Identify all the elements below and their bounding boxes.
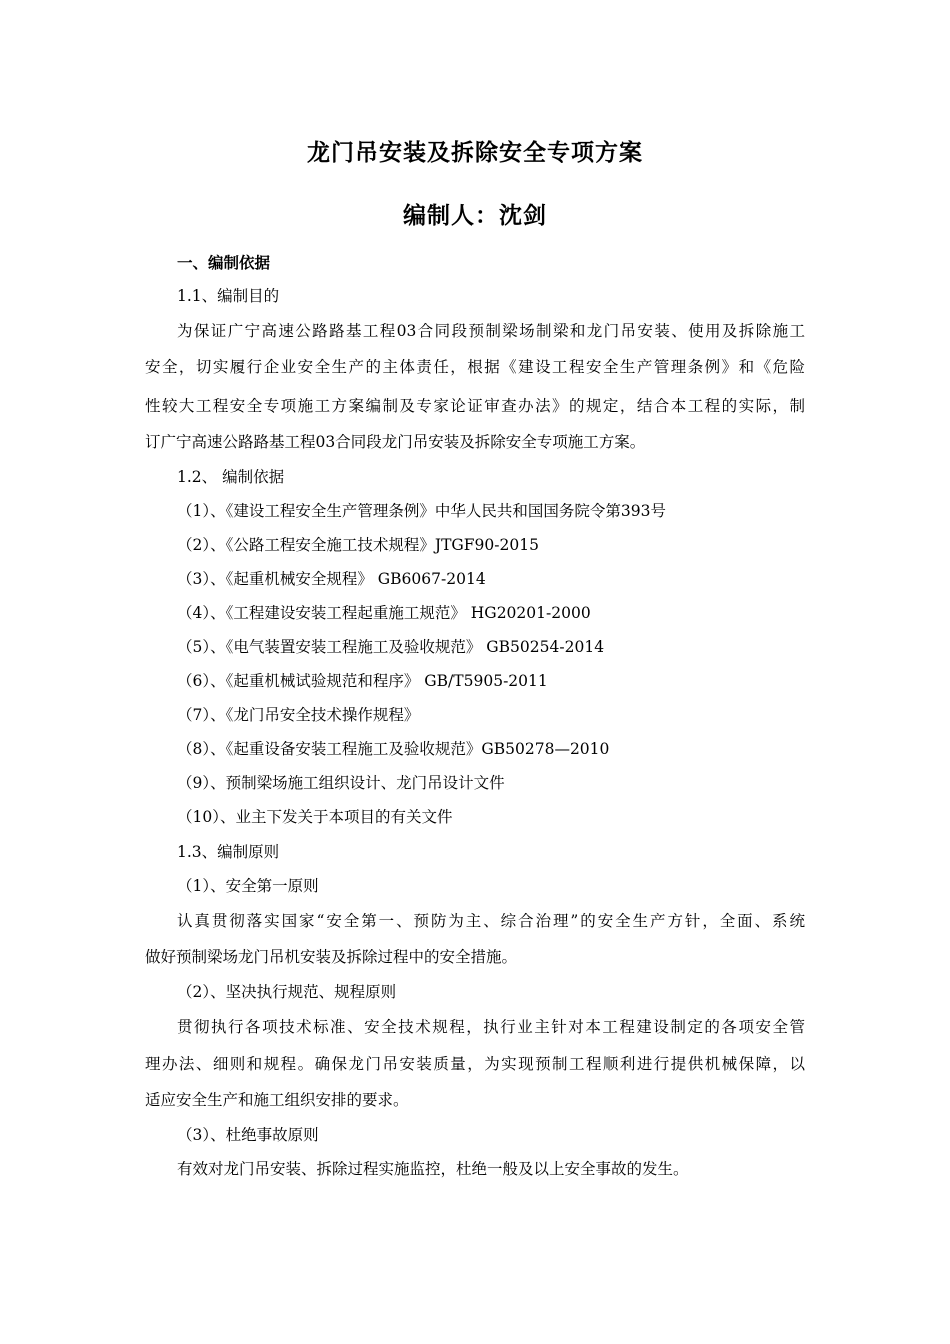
- paragraph-line: 有效对龙门吊安装、拆除过程实施监控，杜绝一般及以上安全事故的发生。: [177, 1160, 689, 1178]
- subsection-heading: 1.3、编制原则: [177, 843, 280, 861]
- paragraph-line: 理办法、细则和规程。确保龙门吊安装质量，为实现预制工程顺利进行提供机械保障，以: [145, 1055, 805, 1073]
- paragraph-line: 为保证广宁高速公路路基工程03合同段预制梁场制梁和龙门吊安装、使用及拆除施工: [177, 322, 805, 340]
- list-item: （7）、《龙门吊安全技术操作规程》: [177, 706, 420, 724]
- principle-heading: （3）、杜绝事故原则: [177, 1126, 319, 1144]
- paragraph-line: 安全，切实履行企业安全生产的主体责任，根据《建设工程安全生产管理条例》和《危险: [145, 358, 805, 376]
- document-title: 龙门吊安装及拆除安全专项方案: [307, 139, 643, 166]
- list-item: （2）、《公路工程安全施工技术规程》JTGF90-2015: [177, 536, 539, 554]
- subsection-heading: 1.2、 编制依据: [177, 468, 285, 486]
- paragraph-line: 适应安全生产和施工组织安排的要求。: [145, 1091, 409, 1109]
- list-item: （10）、业主下发关于本项目的有关文件: [177, 808, 453, 826]
- list-item: （4）、《工程建设安装工程起重施工规范》 HG20201-2000: [177, 604, 591, 622]
- paragraph-line: 做好预制梁场龙门吊机安装及拆除过程中的安全措施。: [145, 948, 518, 966]
- list-item: （5）、《电气装置安装工程施工及验收规范》 GB50254-2014: [177, 638, 605, 656]
- paragraph-line: 贯彻执行各项技术标准、安全技术规程，执行业主针对本工程建设制定的各项安全管: [177, 1018, 805, 1036]
- paragraph-line: 认真贯彻落实国家“安全第一、预防为主、综合治理”的安全生产方针，全面、系统: [177, 912, 805, 930]
- list-item: （8）、《起重设备安装工程施工及验收规范》GB50278—2010: [177, 740, 610, 758]
- list-item: （3）、《起重机械安全规程》 GB6067-2014: [177, 570, 486, 588]
- author-line: 编制人：沈剑: [403, 202, 547, 229]
- section-heading: 一、编制依据: [177, 253, 271, 272]
- subsection-heading: 1.1、编制目的: [177, 287, 280, 305]
- list-item: （9）、预制梁场施工组织设计、龙门吊设计文件: [177, 774, 505, 792]
- paragraph-line: 性较大工程安全专项施工方案编制及专家论证审查办法》的规定，结合本工程的实际，制: [145, 397, 805, 415]
- list-item: （6）、《起重机械试验规范和程序》 GB/T5905-2011: [177, 672, 548, 690]
- principle-heading: （1）、安全第一原则: [177, 877, 319, 895]
- paragraph-line: 订广宁高速公路路基工程03合同段龙门吊安装及拆除安全专项施工方案。: [145, 433, 646, 451]
- list-item: （1）、《建设工程安全生产管理条例》中华人民共和国国务院令第393号: [177, 502, 666, 520]
- principle-heading: （2）、坚决执行规范、规程原则: [177, 983, 397, 1001]
